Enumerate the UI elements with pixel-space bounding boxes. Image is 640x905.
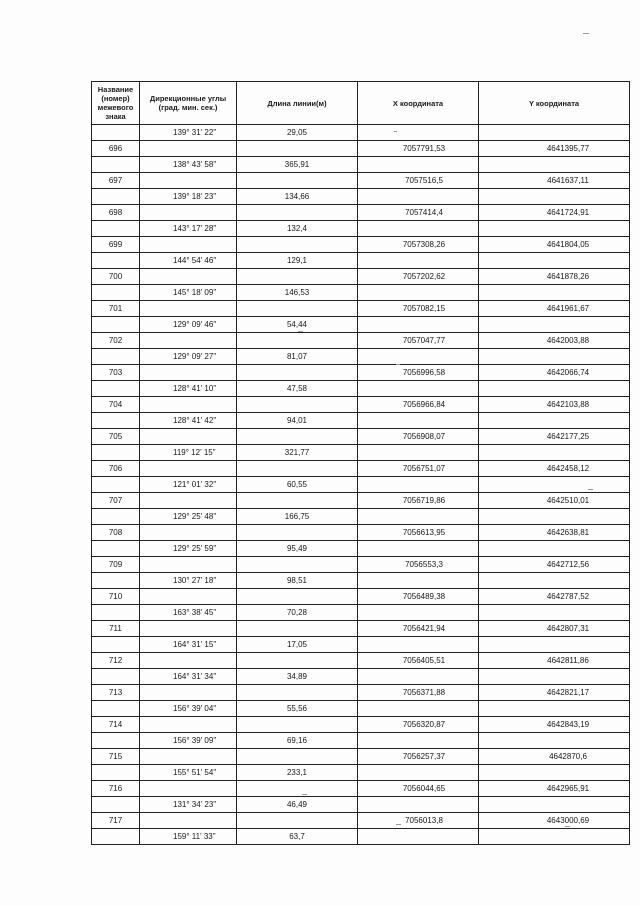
x-coordinate-cell — [358, 669, 479, 685]
segment-row — [92, 797, 630, 813]
mark-name-cell: 710 — [92, 589, 140, 605]
mark-name-cell: 697 — [92, 173, 140, 189]
x-coordinate-cell — [358, 605, 479, 621]
line-length-cell: 321,77 — [237, 445, 358, 461]
line-length-cell — [237, 493, 358, 509]
point-row — [92, 685, 630, 701]
direction-angle-cell — [140, 621, 237, 637]
line-length-cell: 63,7 — [237, 829, 358, 845]
point-row — [92, 525, 630, 541]
mark-name-cell — [92, 829, 140, 845]
y-coordinate-cell — [479, 253, 630, 269]
x-coordinate-cell: 7056489,38 — [358, 589, 479, 605]
direction-angle-cell — [140, 397, 237, 413]
mark-name-cell — [92, 285, 140, 301]
line-length-cell: 60,55 — [237, 477, 358, 493]
line-length-cell — [237, 269, 358, 285]
x-coordinate-cell: 7056044,65 — [358, 781, 479, 797]
line-length-cell — [237, 525, 358, 541]
x-coordinate-cell — [358, 573, 479, 589]
y-coordinate-cell: 4641724,91 — [479, 205, 630, 221]
line-length-cell — [237, 781, 358, 797]
line-length-cell: 46,49 — [237, 797, 358, 813]
point-row — [92, 397, 630, 413]
x-coordinate-cell: 7056751,07 — [358, 461, 479, 477]
line-length-cell — [237, 461, 358, 477]
y-coordinate-cell — [479, 605, 630, 621]
x-coordinate-cell: 7057202,62 — [358, 269, 479, 285]
mark-name-cell — [92, 765, 140, 781]
x-coordinate-cell: 7057047,77 — [358, 333, 479, 349]
y-coordinate-cell: 4641878,26 — [479, 269, 630, 285]
table-body — [92, 125, 630, 845]
table-header-row — [92, 82, 630, 125]
mark-name-cell — [92, 797, 140, 813]
x-coordinate-cell — [358, 509, 479, 525]
segment-row — [92, 477, 630, 493]
line-length-cell — [237, 205, 358, 221]
direction-angle-cell — [140, 461, 237, 477]
header-direction-angle: Дирекционные углы (град. мин. сек.) — [140, 82, 237, 125]
line-length-cell — [237, 813, 358, 829]
mark-name-cell: 714 — [92, 717, 140, 733]
mark-name-cell: 699 — [92, 237, 140, 253]
point-row — [92, 429, 630, 445]
line-length-cell: 17,05 — [237, 637, 358, 653]
direction-angle-cell: 129° 09' 27" — [140, 349, 237, 365]
y-coordinate-cell — [479, 413, 630, 429]
line-length-cell: 166,75 — [237, 509, 358, 525]
mark-name-cell — [92, 605, 140, 621]
point-row — [92, 461, 630, 477]
line-length-cell: 129,1 — [237, 253, 358, 269]
mark-name-cell: 707 — [92, 493, 140, 509]
direction-angle-cell: 121° 01' 32" — [140, 477, 237, 493]
point-row — [92, 365, 630, 381]
y-coordinate-cell: 4643000,69 — [479, 813, 630, 829]
y-coordinate-cell — [479, 573, 630, 589]
point-row — [92, 621, 630, 637]
line-length-cell: 132,4 — [237, 221, 358, 237]
line-length-cell: 94,01 — [237, 413, 358, 429]
segment-row — [92, 253, 630, 269]
mark-name-cell — [92, 125, 140, 141]
y-coordinate-cell: 4642458,12 — [479, 461, 630, 477]
x-coordinate-cell: 7057082,15 — [358, 301, 479, 317]
line-length-cell — [237, 333, 358, 349]
x-coordinate-cell — [358, 477, 479, 493]
point-row — [92, 493, 630, 509]
direction-angle-cell — [140, 653, 237, 669]
direction-angle-cell — [140, 333, 237, 349]
mark-name-cell: 706 — [92, 461, 140, 477]
direction-angle-cell — [140, 781, 237, 797]
line-length-cell: 34,89 — [237, 669, 358, 685]
x-coordinate-cell — [358, 413, 479, 429]
direction-angle-cell: 128° 41' 10" — [140, 381, 237, 397]
mark-name-cell: 711 — [92, 621, 140, 637]
y-coordinate-cell: 4641804,05 — [479, 237, 630, 253]
direction-angle-cell: 145° 18' 09" — [140, 285, 237, 301]
x-coordinate-cell: 7056371,88 — [358, 685, 479, 701]
mark-name-cell: 702 — [92, 333, 140, 349]
y-coordinate-cell: 4642638,81 — [479, 525, 630, 541]
direction-angle-cell: 163° 38' 45" — [140, 605, 237, 621]
mark-name-cell — [92, 317, 140, 333]
mark-name-cell — [92, 669, 140, 685]
direction-angle-cell — [140, 429, 237, 445]
y-coordinate-cell — [479, 509, 630, 525]
direction-angle-cell: 159° 11' 33" — [140, 829, 237, 845]
mark-name-cell: 716 — [92, 781, 140, 797]
mark-name-cell: 713 — [92, 685, 140, 701]
mark-name-cell: 698 — [92, 205, 140, 221]
x-coordinate-cell — [358, 765, 479, 781]
x-coordinate-cell: 7056613,95 — [358, 525, 479, 541]
scan-speck — [298, 331, 303, 332]
y-coordinate-cell: 4641395,77 — [479, 141, 630, 157]
y-coordinate-cell — [479, 733, 630, 749]
point-row — [92, 781, 630, 797]
mark-name-cell — [92, 253, 140, 269]
point-row — [92, 301, 630, 317]
y-coordinate-cell: 4642843,19 — [479, 717, 630, 733]
y-coordinate-cell — [479, 669, 630, 685]
line-length-cell — [237, 237, 358, 253]
segment-row — [92, 189, 630, 205]
mark-name-cell — [92, 413, 140, 429]
direction-angle-cell: 129° 09' 46" — [140, 317, 237, 333]
segment-row — [92, 349, 630, 365]
direction-angle-cell: 131° 34' 23" — [140, 797, 237, 813]
segment-row — [92, 733, 630, 749]
mark-name-cell: 712 — [92, 653, 140, 669]
mark-name-cell — [92, 381, 140, 397]
x-coordinate-cell — [358, 637, 479, 653]
point-row — [92, 205, 630, 221]
line-length-cell — [237, 749, 358, 765]
mark-name-cell — [92, 477, 140, 493]
segment-row — [92, 509, 630, 525]
point-row — [92, 557, 630, 573]
x-coordinate-cell: 7056421,94 — [358, 621, 479, 637]
mark-name-cell — [92, 701, 140, 717]
line-length-cell — [237, 717, 358, 733]
line-length-cell: 69,16 — [237, 733, 358, 749]
y-coordinate-cell: 4642066,74 — [479, 365, 630, 381]
mark-name-cell: 717 — [92, 813, 140, 829]
x-coordinate-cell: 7056719,86 — [358, 493, 479, 509]
line-length-cell — [237, 301, 358, 317]
y-coordinate-cell: 4642003,88 — [479, 333, 630, 349]
scan-speck — [396, 824, 401, 825]
x-coordinate-cell — [358, 157, 479, 173]
direction-angle-cell — [140, 493, 237, 509]
point-row — [92, 269, 630, 285]
header-line-length: Длина линии(м) — [237, 82, 358, 125]
segment-row — [92, 445, 630, 461]
x-coordinate-cell: 7056966,84 — [358, 397, 479, 413]
line-length-cell — [237, 365, 358, 381]
segment-row — [92, 637, 630, 653]
y-coordinate-cell: 4642811,86 — [479, 653, 630, 669]
y-coordinate-cell: 4642870,6 — [479, 749, 630, 765]
x-coordinate-cell — [358, 317, 479, 333]
direction-angle-cell: 139° 31' 22" — [140, 125, 237, 141]
line-length-cell — [237, 141, 358, 157]
direction-angle-cell — [140, 525, 237, 541]
direction-angle-cell: 129° 25' 48" — [140, 509, 237, 525]
direction-angle-cell: 156° 39' 04" — [140, 701, 237, 717]
direction-angle-cell: 164° 31' 15" — [140, 637, 237, 653]
x-coordinate-cell — [358, 349, 479, 365]
line-length-cell — [237, 589, 358, 605]
scan-speck — [394, 131, 397, 132]
x-coordinate-cell: 7056553,3 — [358, 557, 479, 573]
segment-row — [92, 413, 630, 429]
y-coordinate-cell: 4642177,25 — [479, 429, 630, 445]
y-coordinate-cell — [479, 189, 630, 205]
y-coordinate-cell — [479, 637, 630, 653]
mark-name-cell — [92, 349, 140, 365]
x-coordinate-cell — [358, 829, 479, 845]
header-x-coordinate: X координата — [358, 82, 479, 125]
mark-name-cell: 715 — [92, 749, 140, 765]
y-coordinate-cell — [479, 797, 630, 813]
direction-angle-cell — [140, 813, 237, 829]
y-coordinate-cell: 4642821,17 — [479, 685, 630, 701]
line-length-cell — [237, 557, 358, 573]
segment-row — [92, 669, 630, 685]
header-y-coordinate: Y координата — [479, 82, 630, 125]
scan-speck — [302, 794, 307, 795]
mark-name-cell: 701 — [92, 301, 140, 317]
segment-row — [92, 221, 630, 237]
line-length-cell: 29,05 — [237, 125, 358, 141]
mark-name-cell — [92, 541, 140, 557]
y-coordinate-cell: 4641637,11 — [479, 173, 630, 189]
y-coordinate-cell: 4642787,52 — [479, 589, 630, 605]
segment-row — [92, 317, 630, 333]
y-coordinate-cell: 4642510,01 — [479, 493, 630, 509]
point-row — [92, 173, 630, 189]
y-coordinate-cell — [479, 317, 630, 333]
y-coordinate-cell — [479, 829, 630, 845]
segment-row — [92, 829, 630, 845]
direction-angle-cell — [140, 237, 237, 253]
x-coordinate-cell — [358, 285, 479, 301]
line-length-cell — [237, 653, 358, 669]
direction-angle-cell: 128° 41' 42" — [140, 413, 237, 429]
direction-angle-cell: 138° 43' 58" — [140, 157, 237, 173]
point-row — [92, 653, 630, 669]
line-length-cell: 365,91 — [237, 157, 358, 173]
segment-row — [92, 701, 630, 717]
y-coordinate-cell: 4641961,67 — [479, 301, 630, 317]
direction-angle-cell — [140, 685, 237, 701]
x-coordinate-cell — [358, 733, 479, 749]
line-length-cell: 81,07 — [237, 349, 358, 365]
mark-name-cell — [92, 733, 140, 749]
direction-angle-cell — [140, 365, 237, 381]
segment-row — [92, 381, 630, 397]
y-coordinate-cell — [479, 349, 630, 365]
point-row — [92, 813, 630, 829]
x-coordinate-cell — [358, 701, 479, 717]
x-coordinate-cell: 7056996,58 — [358, 365, 479, 381]
point-row — [92, 749, 630, 765]
segment-row — [92, 765, 630, 781]
y-coordinate-cell — [479, 285, 630, 301]
point-row — [92, 237, 630, 253]
x-coordinate-cell: 7056257,37 — [358, 749, 479, 765]
scan-speck — [588, 489, 593, 490]
y-coordinate-cell: 4642712,56 — [479, 557, 630, 573]
scan-speck — [396, 364, 400, 365]
direction-angle-cell: 155° 51' 54" — [140, 765, 237, 781]
y-coordinate-cell — [479, 381, 630, 397]
direction-angle-cell — [140, 589, 237, 605]
scan-speck — [565, 826, 570, 827]
segment-row — [92, 285, 630, 301]
mark-name-cell — [92, 157, 140, 173]
line-length-cell — [237, 397, 358, 413]
y-coordinate-cell — [479, 157, 630, 173]
x-coordinate-cell — [358, 189, 479, 205]
x-coordinate-cell: 7056013,8 — [358, 813, 479, 829]
segment-row — [92, 541, 630, 557]
x-coordinate-cell: 7057516,5 — [358, 173, 479, 189]
x-coordinate-cell — [358, 125, 479, 141]
line-length-cell — [237, 621, 358, 637]
y-coordinate-cell — [479, 125, 630, 141]
point-row — [92, 141, 630, 157]
direction-angle-cell: 164° 31' 34" — [140, 669, 237, 685]
line-length-cell: 54,44 — [237, 317, 358, 333]
direction-angle-cell: 143° 17' 28" — [140, 221, 237, 237]
x-coordinate-cell — [358, 381, 479, 397]
mark-name-cell: 709 — [92, 557, 140, 573]
line-length-cell — [237, 429, 358, 445]
mark-name-cell: 704 — [92, 397, 140, 413]
y-coordinate-cell — [479, 701, 630, 717]
y-coordinate-cell: 4642807,31 — [479, 621, 630, 637]
x-coordinate-cell — [358, 445, 479, 461]
point-row — [92, 589, 630, 605]
mark-name-cell — [92, 189, 140, 205]
line-length-cell — [237, 173, 358, 189]
direction-angle-cell: 139° 18' 23" — [140, 189, 237, 205]
x-coordinate-cell — [358, 253, 479, 269]
coordinates-table — [91, 81, 630, 845]
direction-angle-cell: 130° 27' 18" — [140, 573, 237, 589]
mark-name-cell: 700 — [92, 269, 140, 285]
line-length-cell: 70,28 — [237, 605, 358, 621]
x-coordinate-cell: 7056405,51 — [358, 653, 479, 669]
line-length-cell: 55,56 — [237, 701, 358, 717]
direction-angle-cell — [140, 749, 237, 765]
direction-angle-cell — [140, 269, 237, 285]
x-coordinate-cell — [358, 541, 479, 557]
scan-speck — [583, 33, 589, 34]
x-coordinate-cell: 7057791,53 — [358, 141, 479, 157]
direction-angle-cell: 129° 25' 59" — [140, 541, 237, 557]
mark-name-cell — [92, 445, 140, 461]
x-coordinate-cell: 7057414,4 — [358, 205, 479, 221]
y-coordinate-cell — [479, 445, 630, 461]
line-length-cell: 98,51 — [237, 573, 358, 589]
y-coordinate-cell — [479, 765, 630, 781]
segment-row — [92, 157, 630, 173]
y-coordinate-cell: 4642103,88 — [479, 397, 630, 413]
line-length-cell: 47,58 — [237, 381, 358, 397]
line-length-cell — [237, 685, 358, 701]
y-coordinate-cell: 4642965,91 — [479, 781, 630, 797]
mark-name-cell: 696 — [92, 141, 140, 157]
mark-name-cell — [92, 637, 140, 653]
mark-name-cell — [92, 221, 140, 237]
segment-row — [92, 573, 630, 589]
segment-row — [92, 605, 630, 621]
y-coordinate-cell — [479, 477, 630, 493]
x-coordinate-cell: 7056320,87 — [358, 717, 479, 733]
mark-name-cell — [92, 509, 140, 525]
direction-angle-cell — [140, 557, 237, 573]
direction-angle-cell: 144° 54' 46" — [140, 253, 237, 269]
mark-name-cell: 705 — [92, 429, 140, 445]
x-coordinate-cell: 7057308,26 — [358, 237, 479, 253]
x-coordinate-cell — [358, 221, 479, 237]
x-coordinate-cell — [358, 797, 479, 813]
line-length-cell: 134,66 — [237, 189, 358, 205]
y-coordinate-cell — [479, 221, 630, 237]
mark-name-cell — [92, 573, 140, 589]
line-length-cell: 233,1 — [237, 765, 358, 781]
direction-angle-cell — [140, 173, 237, 189]
point-row — [92, 717, 630, 733]
mark-name-cell: 703 — [92, 365, 140, 381]
header-mark-name: Название (номер) межевого знака — [92, 82, 140, 125]
direction-angle-cell — [140, 205, 237, 221]
segment-row — [92, 125, 630, 141]
direction-angle-cell — [140, 141, 237, 157]
direction-angle-cell: 156° 39' 09" — [140, 733, 237, 749]
y-coordinate-cell — [479, 541, 630, 557]
line-length-cell: 95,49 — [237, 541, 358, 557]
point-row — [92, 333, 630, 349]
direction-angle-cell: 119° 12' 15" — [140, 445, 237, 461]
mark-name-cell: 708 — [92, 525, 140, 541]
line-length-cell: 146,53 — [237, 285, 358, 301]
direction-angle-cell — [140, 717, 237, 733]
x-coordinate-cell: 7056908,07 — [358, 429, 479, 445]
direction-angle-cell — [140, 301, 237, 317]
